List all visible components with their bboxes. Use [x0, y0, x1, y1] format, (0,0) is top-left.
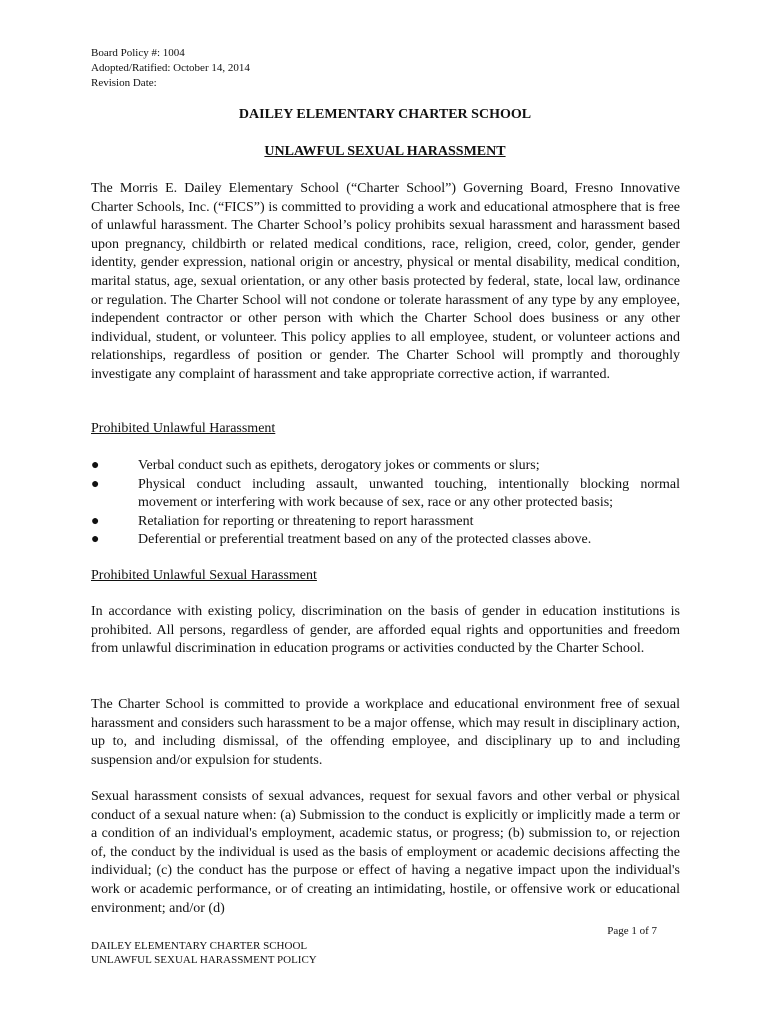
revision-date: Revision Date:	[91, 77, 157, 89]
intro-paragraph: The Morris E. Dailey Elementary School (“Charter School”) Governing Board, Fresno Innovative Charter Schools, Inc. (“FICS”) is committed to providing a work and educational atmosphere that is free of unlawful harassment. The Charter School’s policy prohibits sexual harassment and harassment based upon pregnancy, childbirth or related medical conditions, race, religion, creed, color, gender, gender identity, gender expression, national origin or ancestry, physical or mental disability, medical condition, marital status, age, sexual orientation, or any other basis protected by federal, state, local law, ordinance or regulation. The Charter School will not condone or tolerate harassment of any type by any employee, independent contractor or other person with which the Charter School does business or any other individual, student, or volunteer. This policy applies to all employee, student, or volunteer actions and relationships, regardless of position or gender. The Charter School will promptly and thoroughly investigate any complaint of harassment and take appropriate corrective action, if warranted.	[91, 181, 680, 382]
list-item-text: Physical conduct including assault, unwanted touching, intentionally blocking normal movement or interfering with work because of sex, race or any other protected basis;	[138, 476, 680, 510]
list-item	[91, 513, 680, 532]
page-number: Page 1 of 7	[607, 925, 657, 937]
bullet-icon: ●	[91, 513, 100, 529]
adopted-date: Adopted/Ratified: October 14, 2014	[91, 62, 250, 74]
bullet-icon: ●	[91, 532, 100, 547]
list-item	[91, 531, 680, 550]
list-item-text: Retaliation for reporting or threatening to report harassment	[138, 513, 474, 529]
school-title: DAILEY ELEMENTARY CHARTER SCHOOL	[238, 107, 532, 122]
page-footer	[91, 939, 317, 967]
paragraph: In accordance with existing policy, discrimination on the basis of gender in education institutions is prohibited. All persons, regardless of gender, are afforded equal rights and opportunities and freedom from unlawful discrimination in education programs or activities conducted by the Charter School.	[91, 604, 680, 657]
bullet-icon: ●	[91, 458, 100, 473]
footer-school: DAILEY ELEMENTARY CHARTER SCHOOL	[91, 940, 308, 952]
paragraph: The Charter School is committed to provide a workplace and educational environment free of sexual harassment and considers such harassment to be a major offense, which may result in disciplinary action, up to, and including dismissal, of the offending employee, and disciplinary up to and including suspension and/or expulsion for students.	[91, 697, 680, 768]
policy-title: UNLAWFUL SEXUAL HARASSMENT	[264, 144, 506, 159]
section-heading-harassment: Prohibited Unlawful Harassment	[91, 421, 276, 436]
harassment-list	[91, 457, 680, 550]
bullet-icon: ●	[91, 476, 100, 492]
list-item	[91, 476, 680, 513]
policy-meta	[91, 46, 250, 91]
policy-number: Board Policy #: 1004	[91, 47, 185, 59]
section-heading-sexual-harassment: Prohibited Unlawful Sexual Harassment	[91, 568, 317, 583]
list-item-text: Deferential or preferential treatment based on any of the protected classes above.	[138, 532, 592, 547]
paragraph: Sexual harassment consists of sexual advances, request for sexual favors and other verbal or physical conduct of a sexual nature when: (a) Submission to the conduct is explicitly or implicitly made a term or a condition of an individual's employment, academic status, or progress; (b) submission to, or rejection of, the conduct by the individual is used as the basis of employment or academic decisions affecting the individual; (c) the conduct has the purpose or effect of having a negative impact upon the individual's work or academic performance, or of creating an intimidating, hostile, or offensive work or educational environment; and/or (d)	[91, 789, 680, 916]
footer-policy: UNLAWFUL SEXUAL HARASSMENT POLICY	[91, 954, 317, 966]
list-item-text: Verbal conduct such as epithets, derogatory jokes or comments or slurs;	[138, 458, 540, 473]
list-item	[91, 457, 680, 476]
